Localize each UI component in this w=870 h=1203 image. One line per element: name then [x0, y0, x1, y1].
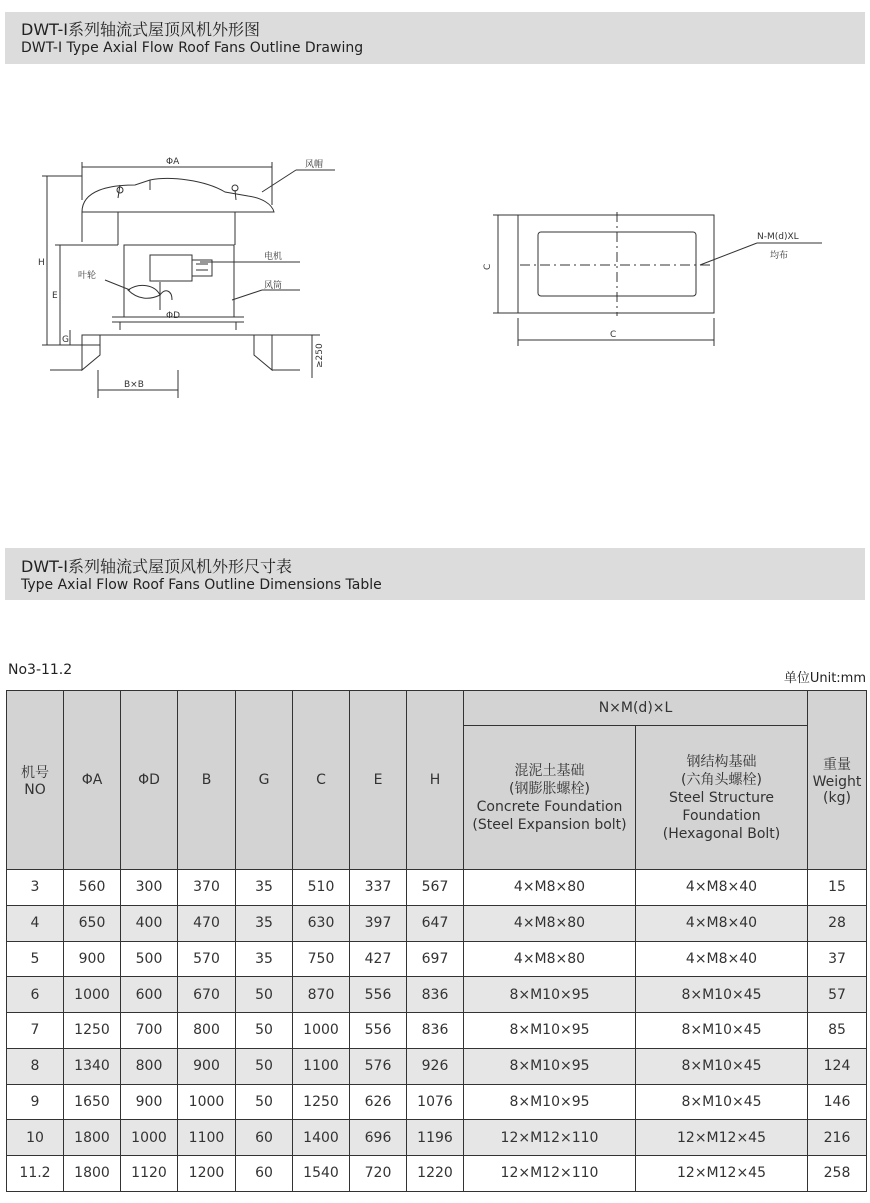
table-cell: 600: [121, 977, 178, 1013]
table-cell: 427: [350, 941, 407, 977]
table-cell: 10: [7, 1120, 64, 1156]
table-cell: 124: [808, 1048, 867, 1084]
table-cell: 300: [121, 870, 178, 906]
label-impeller: 叶轮: [78, 271, 97, 281]
table-cell: 900: [121, 1084, 178, 1120]
table-cell: 697: [407, 941, 464, 977]
table-cell: 1120: [121, 1156, 178, 1192]
table-cell: 900: [64, 941, 121, 977]
table-cell: 926: [407, 1048, 464, 1084]
section-title-en: DWT-Ⅰ Type Axial Flow Roof Fans Outline Drawing: [21, 40, 364, 56]
label-phi-a: ΦA: [166, 157, 180, 167]
table-cell: 1000: [293, 1013, 350, 1049]
table-cell: 4×M8×80: [464, 905, 636, 941]
table-cell: 35: [236, 870, 293, 906]
table-cell: 8×M10×95: [464, 1013, 636, 1049]
table-cell: 50: [236, 977, 293, 1013]
header-no: 机号 NO: [7, 691, 64, 870]
table-cell: 12×M12×45: [636, 1120, 808, 1156]
label-nmdl: N-M(d)XL: [757, 232, 799, 242]
table-cell: 35: [236, 905, 293, 941]
table-cell: 60: [236, 1120, 293, 1156]
table-cell: 1076: [407, 1084, 464, 1120]
header-phi-d: ΦD: [121, 691, 178, 870]
header-weight: 重量 Weight (kg): [808, 691, 867, 870]
table-cell: 510: [293, 870, 350, 906]
section-title-cn: DWT-Ⅰ系列轴流式屋顶风机外形尺寸表: [21, 557, 292, 576]
table-cell: 1340: [64, 1048, 121, 1084]
table-cell: 626: [350, 1084, 407, 1120]
header-g: G: [236, 691, 293, 870]
table-row: [7, 941, 867, 977]
section-header-outline-drawing: [5, 12, 865, 64]
table-cell: 630: [293, 905, 350, 941]
table-row: [7, 1084, 867, 1120]
label-duct: 风筒: [264, 281, 283, 291]
table-cell: 5: [7, 941, 64, 977]
table-cell: 50: [236, 1048, 293, 1084]
label-c-horizontal: C: [610, 330, 617, 340]
table-cell: 8×M10×95: [464, 1084, 636, 1120]
label-min-250: ≥250: [315, 343, 325, 368]
table-cell: 696: [350, 1120, 407, 1156]
table-cell: 800: [178, 1013, 236, 1049]
table-cell: 8×M10×45: [636, 977, 808, 1013]
table-cell: 1250: [64, 1013, 121, 1049]
table-cell: 4×M8×80: [464, 941, 636, 977]
header-c: C: [293, 691, 350, 870]
table-row: [7, 1013, 867, 1049]
table-cell: 750: [293, 941, 350, 977]
table-cell: 12×M12×110: [464, 1156, 636, 1192]
table-row: [7, 1156, 867, 1192]
table-cell: 900: [178, 1048, 236, 1084]
table-cell: 1000: [64, 977, 121, 1013]
table-cell: 370: [178, 870, 236, 906]
table-cell: 6: [7, 977, 64, 1013]
table-cell: 650: [64, 905, 121, 941]
table-cell: 15: [808, 870, 867, 906]
table-cell: 700: [121, 1013, 178, 1049]
table-cell: 567: [407, 870, 464, 906]
table-cell: 12×M12×110: [464, 1120, 636, 1156]
table-cell: 4×M8×80: [464, 870, 636, 906]
table-cell: 146: [808, 1084, 867, 1120]
table-cell: 397: [350, 905, 407, 941]
dimensions-table: [6, 690, 867, 1192]
table-cell: 560: [64, 870, 121, 906]
table-cell: 1650: [64, 1084, 121, 1120]
table-cell: 647: [407, 905, 464, 941]
table-cell: 1220: [407, 1156, 464, 1192]
table-cell: 85: [808, 1013, 867, 1049]
table-cell: 1100: [178, 1120, 236, 1156]
table-cell: 8×M10×95: [464, 1048, 636, 1084]
label-h: H: [38, 258, 45, 268]
table-cell: 1800: [64, 1156, 121, 1192]
table-cell: 836: [407, 1013, 464, 1049]
table-cell: 1000: [178, 1084, 236, 1120]
series-number: No3-11.2: [8, 662, 73, 678]
label-motor: 电机: [264, 252, 283, 262]
table-cell: 7: [7, 1013, 64, 1049]
table-cell: 37: [808, 941, 867, 977]
table-cell: 576: [350, 1048, 407, 1084]
table-cell: 35: [236, 941, 293, 977]
header-h: H: [407, 691, 464, 870]
table-cell: 50: [236, 1013, 293, 1049]
table-cell: 337: [350, 870, 407, 906]
table-row: [7, 905, 867, 941]
table-cell: 1800: [64, 1120, 121, 1156]
table-cell: 1200: [178, 1156, 236, 1192]
table-cell: 28: [808, 905, 867, 941]
table-cell: 4×M8×40: [636, 905, 808, 941]
table-cell: 500: [121, 941, 178, 977]
table-cell: 12×M12×45: [636, 1156, 808, 1192]
label-phi-d: ΦD: [166, 311, 181, 321]
table-cell: 1000: [121, 1120, 178, 1156]
section-header-dimensions-table: [5, 548, 865, 600]
table-cell: 670: [178, 977, 236, 1013]
table-cell: 11.2: [7, 1156, 64, 1192]
section-title-en: Type Axial Flow Roof Fans Outline Dimensions Table: [21, 577, 382, 593]
label-e: E: [52, 291, 58, 301]
table-cell: 216: [808, 1120, 867, 1156]
header-concrete-foundation: 混泥土基础 (钢膨胀螺栓) Concrete Foundation (Steel Expansion bolt): [464, 726, 636, 870]
label-evenly: 均布: [770, 251, 789, 261]
table-row: [7, 870, 867, 906]
label-hood: 风帽: [305, 160, 324, 170]
table-cell: 9: [7, 1084, 64, 1120]
table-cell: 3: [7, 870, 64, 906]
header-b: B: [178, 691, 236, 870]
table-cell: 50: [236, 1084, 293, 1120]
label-g: G: [62, 335, 69, 345]
table-cell: 8×M10×45: [636, 1048, 808, 1084]
table-cell: 8: [7, 1048, 64, 1084]
table-row: [7, 977, 867, 1013]
outline-drawing: [0, 140, 870, 410]
table-cell: 8×M10×95: [464, 977, 636, 1013]
table-cell: 470: [178, 905, 236, 941]
table-cell: 400: [121, 905, 178, 941]
table-cell: 60: [236, 1156, 293, 1192]
table-cell: 1400: [293, 1120, 350, 1156]
table-cell: 1250: [293, 1084, 350, 1120]
table-row: [7, 1048, 867, 1084]
table-cell: 8×M10×45: [636, 1084, 808, 1120]
header-phi-a: ΦA: [64, 691, 121, 870]
table-cell: 570: [178, 941, 236, 977]
header-steel-foundation: 钢结构基础 (六角头螺栓) Steel Structure Foundation (Hexagonal Bolt): [636, 726, 808, 870]
table-cell: 4: [7, 905, 64, 941]
label-c-vertical: C: [483, 263, 493, 270]
table-cell: 556: [350, 1013, 407, 1049]
table-cell: 556: [350, 977, 407, 1013]
table-cell: 1540: [293, 1156, 350, 1192]
table-cell: 8×M10×45: [636, 1013, 808, 1049]
table-cell: 1100: [293, 1048, 350, 1084]
table-cell: 870: [293, 977, 350, 1013]
table-row: [7, 1120, 867, 1156]
table-cell: 4×M8×40: [636, 941, 808, 977]
header-e: E: [350, 691, 407, 870]
table-cell: 258: [808, 1156, 867, 1192]
table-cell: 720: [350, 1156, 407, 1192]
table-cell: 836: [407, 977, 464, 1013]
table-cell: 4×M8×40: [636, 870, 808, 906]
unit-label: 单位Unit:mm: [783, 671, 866, 686]
header-nmdl: N×M(d)×L: [464, 691, 808, 726]
label-bxb: B×B: [124, 380, 144, 390]
section-title-cn: DWT-Ⅰ系列轴流式屋顶风机外形图: [21, 20, 260, 39]
table-cell: 57: [808, 977, 867, 1013]
table-cell: 800: [121, 1048, 178, 1084]
table-cell: 1196: [407, 1120, 464, 1156]
